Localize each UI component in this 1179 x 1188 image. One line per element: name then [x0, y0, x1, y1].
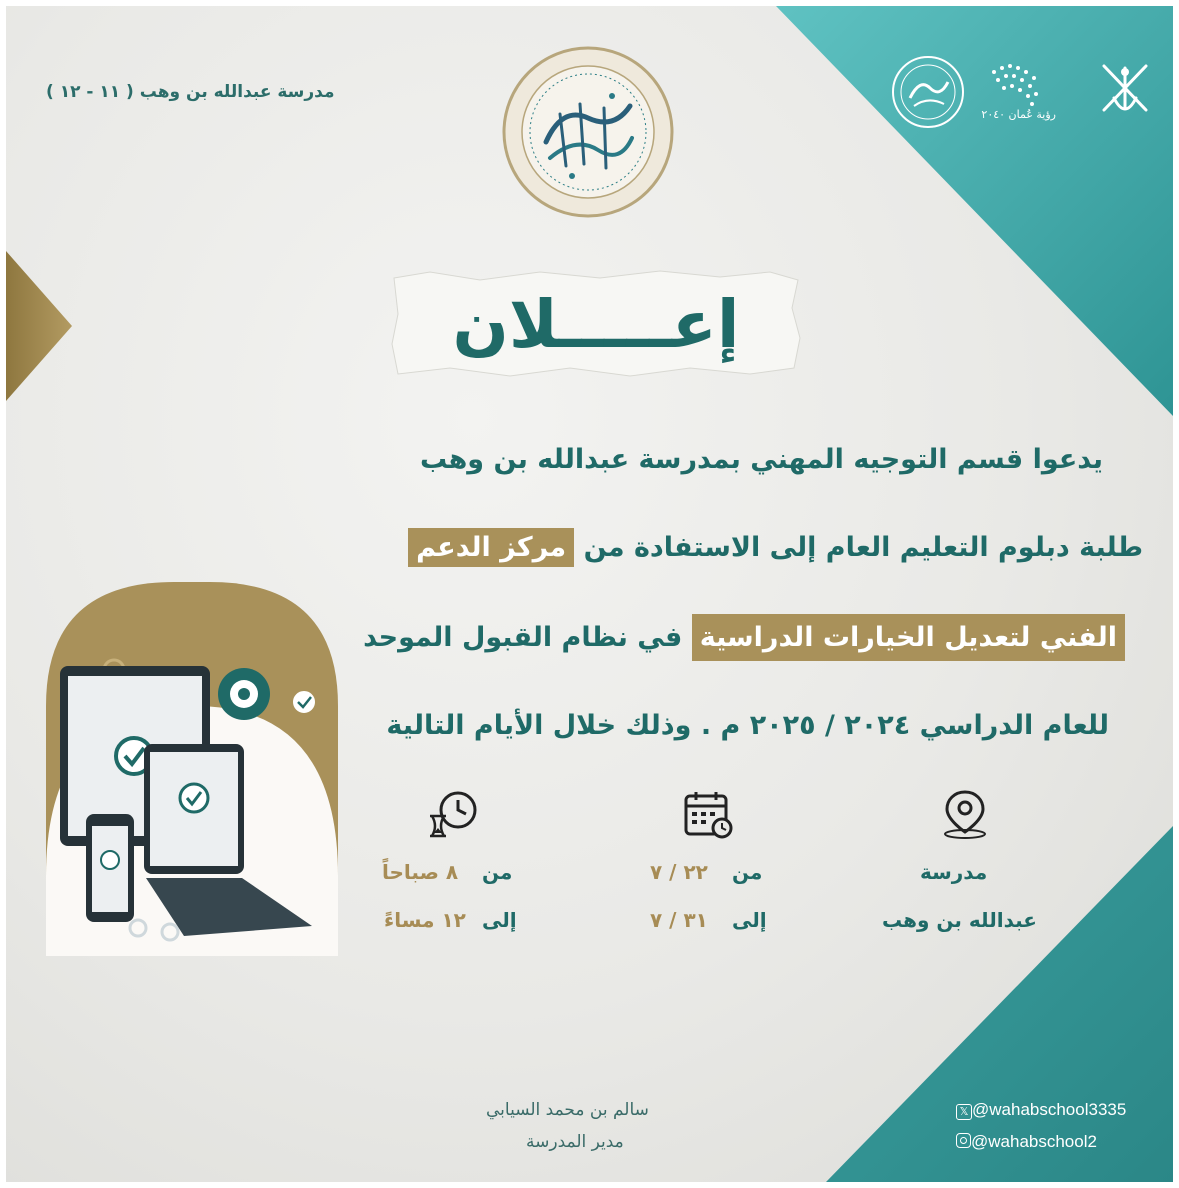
date-to-value: ٣١ / ٧	[650, 908, 708, 932]
body-line-3-highlight: الفني لتعديل الخيارات الدراسية	[692, 614, 1125, 661]
location-line-1: مدرسة	[920, 860, 988, 884]
announcement-poster	[6, 6, 1173, 1182]
time-to-label: إلى	[482, 908, 517, 932]
body-line-3	[363, 616, 1125, 660]
body-line-1: يدعوا قسم التوجيه المهني بمدرسة عبدالله بن وهب	[419, 444, 1103, 475]
vision-label: رؤية عُمان ٢٠٤٠	[981, 108, 1056, 121]
date-to-label: إلى	[732, 908, 767, 932]
time-to-value: ١٢ مساءً	[384, 908, 466, 932]
location-pin-icon	[940, 788, 990, 840]
x-handle: @wahabschool3335	[972, 1100, 1127, 1119]
date-from-label: من	[732, 860, 763, 884]
instagram-icon	[956, 1133, 971, 1148]
location-line-2: عبدالله بن وهب	[882, 908, 1037, 932]
left-gold-arrow	[6, 251, 72, 401]
school-seal-logo	[502, 46, 674, 218]
signer-title: مدير المدرسة	[526, 1132, 624, 1152]
body-line-4: للعام الدراسي ٢٠٢٤ / ٢٠٢٥ م . وذلك خلال الأيام التالية	[386, 710, 1109, 741]
time-from-value: ٨ صباحاً	[382, 860, 459, 884]
body-line-3-text: في نظام القبول الموحد	[363, 622, 683, 653]
instagram-social-link[interactable]	[956, 1132, 1097, 1152]
hourglass-clock-icon	[426, 788, 482, 840]
announcement-title: إعـــــلان	[452, 285, 740, 363]
oman-emblem-logo	[1094, 58, 1156, 128]
signer-name: سالم بن محمد السيابي	[486, 1100, 649, 1120]
time-from-label: من	[482, 860, 513, 884]
bottom-right-teal-triangle	[826, 826, 1173, 1182]
devices-illustration	[34, 576, 364, 956]
body-line-2-highlight: مركز الدعم	[408, 528, 574, 567]
calendar-icon	[682, 788, 734, 840]
body-line-2	[408, 526, 1143, 570]
body-line-2-text: طلبة دبلوم التعليم العام إلى الاستفادة من	[583, 532, 1143, 563]
check-badge-icon	[292, 690, 316, 714]
instagram-handle: @wahabschool2	[971, 1132, 1097, 1151]
school-header-label: مدرسة عبدالله بن وهب ( ١١ - ١٢ )	[46, 82, 335, 102]
date-from-value: ٢٢ / ٧	[650, 860, 708, 884]
small-seal-logo	[890, 54, 966, 130]
oman-vision-logo	[974, 52, 1074, 134]
x-logo-icon: 𝕏	[956, 1104, 972, 1120]
x-social-link[interactable]	[956, 1100, 1126, 1120]
